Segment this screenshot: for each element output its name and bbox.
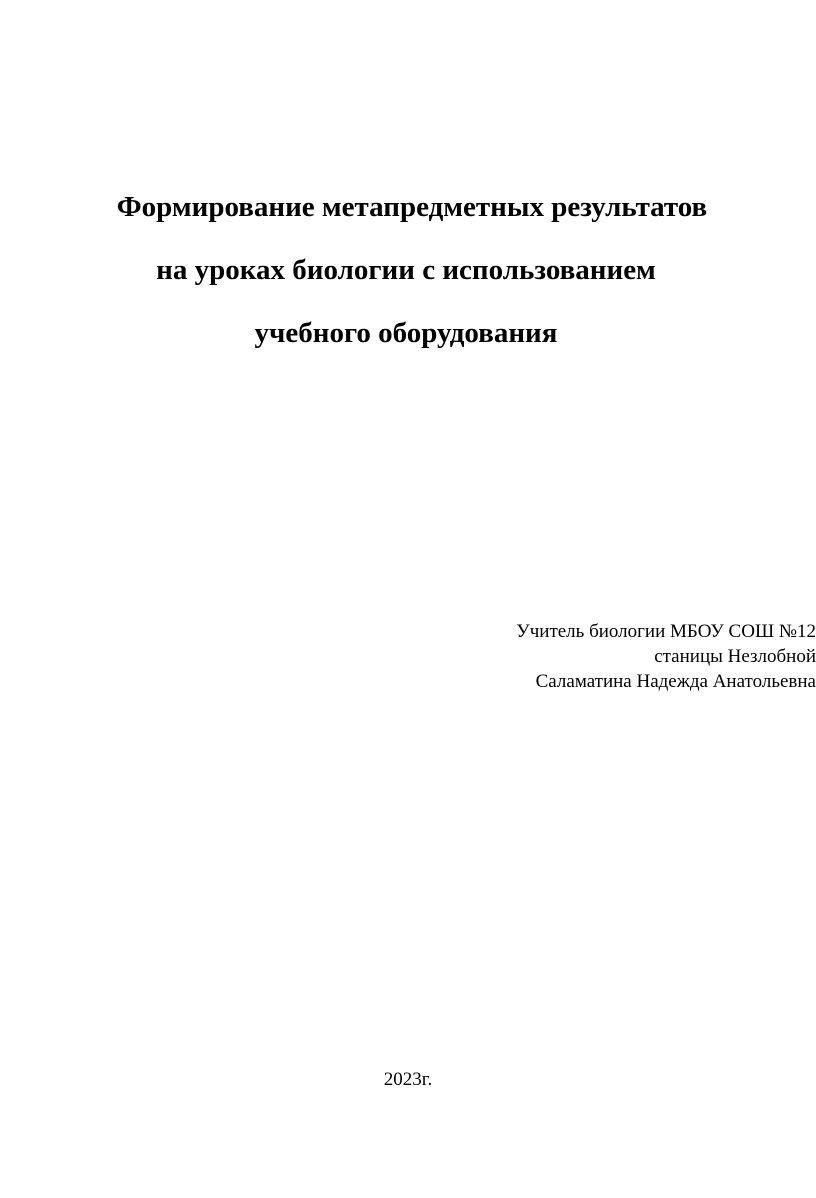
- title-line: Формирование метапредметных результатов: [116, 191, 708, 223]
- author-location: станицы Незлобной: [654, 646, 816, 667]
- author-block: [316, 619, 816, 694]
- year-block: [0, 1068, 816, 1092]
- year-text: 2023г.: [383, 1069, 433, 1090]
- title-line: учебного оборудования: [254, 317, 558, 349]
- author-position: Учитель биологии МБОУ СОШ №12: [516, 621, 816, 642]
- title-line: на уроках биологии с использованием: [156, 254, 656, 286]
- author-name: Саламатина Надежда Анатольевна: [535, 671, 816, 692]
